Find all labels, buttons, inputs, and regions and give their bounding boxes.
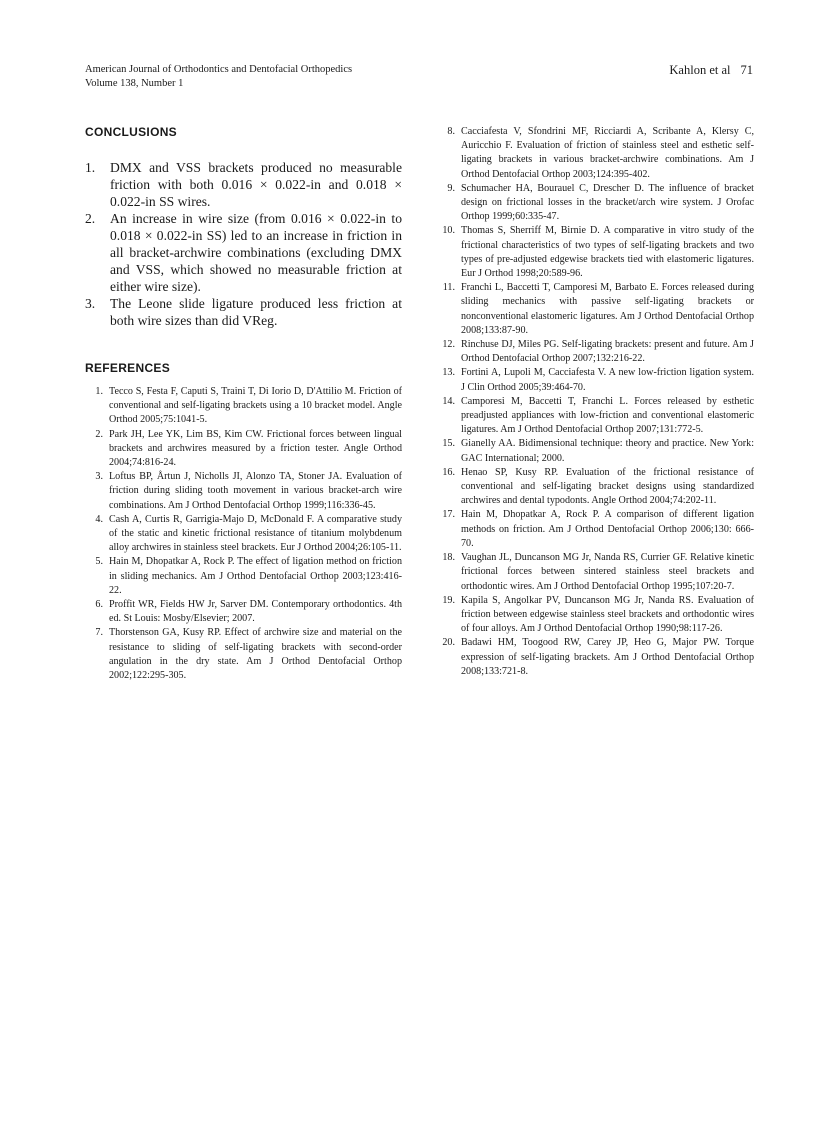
reference-text: Proffit WR, Fields HW Jr, Sarver DM. Contemporary orthodontics. 4th ed. St Louis: Mosby/Elsevier; 2007. bbox=[109, 599, 402, 625]
conclusion-number: 1. bbox=[85, 160, 96, 175]
reference-item bbox=[85, 513, 402, 556]
journal-volume: Volume 138, Number 1 bbox=[85, 78, 184, 89]
reference-number: 16. bbox=[442, 466, 455, 478]
conclusion-text: An increase in wire size (from 0.016 × 0.022-in to 0.018 × 0.022-in SS) led to an increase in friction in all bracket-archwire combinations (excluding DMX and VSS, which showed no measurable friction at either wire size). bbox=[110, 211, 402, 294]
reference-number: 17. bbox=[442, 509, 455, 521]
reference-item bbox=[85, 470, 402, 513]
reference-number: 3. bbox=[95, 471, 103, 483]
references-list-right bbox=[437, 125, 754, 679]
conclusion-item bbox=[85, 159, 402, 210]
reference-number: 19. bbox=[442, 594, 455, 606]
conclusion-number: 2. bbox=[85, 211, 96, 226]
reference-number: 7. bbox=[95, 627, 103, 639]
reference-item bbox=[437, 551, 754, 594]
page-number: 71 bbox=[740, 63, 753, 77]
conclusions-heading: CONCLUSIONS bbox=[85, 125, 177, 139]
reference-item bbox=[437, 281, 754, 338]
conclusion-text: DMX and VSS brackets produced no measurable friction with both 0.016 × 0.022-in and 0.018 × 0.022-in SS wires. bbox=[110, 160, 402, 209]
left-column bbox=[85, 125, 402, 683]
author-running-head: Kahlon et al bbox=[669, 63, 731, 77]
reference-item bbox=[85, 428, 402, 471]
reference-number: 4. bbox=[95, 513, 103, 525]
journal-title: American Journal of Orthodontics and Dentofacial Orthopedics bbox=[85, 64, 353, 75]
reference-item bbox=[437, 125, 754, 182]
reference-text: Fortini A, Lupoli M, Cacciafesta V. A new low-friction ligation system. J Clin Orthod 2005;39:464-70. bbox=[461, 367, 754, 393]
reference-text: Tecco S, Festa F, Caputi S, Traini T, Di Iorio D, D'Attilio M. Friction of conventional and self-ligating brackets using a 10 bracket model. Angle Orthod 2005;75:1041-5. bbox=[109, 386, 402, 426]
reference-text: Thomas S, Sherriff M, Birnie D. A comparative in vitro study of the frictional characteristics of two types of self-ligating brackets and two types of pre-adjusted edgewise brackets tied with elastomeric ligatures. Eur J Orthod 1998;20:589-96. bbox=[461, 225, 754, 280]
reference-text: Cash A, Curtis R, Garrigia-Majo D, McDonald F. A comparative study of the static and kinetic frictional resistance of titanium molybdenum alloy archwires in stainless steel brackets. Eur J Orthod 2004;26:105-11. bbox=[109, 513, 402, 554]
reference-text: Kapila S, Angolkar PV, Duncanson MG Jr, Nanda RS. Evaluation of friction between edgewise stainless steel brackets and orthodontic wires of four alloys. Am J Orthod Dentofacial Orthop 1990;98:117-26. bbox=[461, 594, 754, 635]
reference-text: Loftus BP, Årtun J, Nicholls JI, Alonzo TA, Stoner JA. Evaluation of friction during sliding tooth movement in various bracket-arch wire combinations. Am J Orthod Dentofacial Orthop 1999;116:336-45. bbox=[109, 471, 402, 511]
reference-item bbox=[437, 437, 754, 465]
reference-number: 1. bbox=[95, 386, 103, 397]
reference-text: Hain M, Dhopatkar A, Rock P. The effect of ligation method on friction in sliding mechanics. Am J Orthod Dentofacial Orthop 2003;123:416-22. bbox=[109, 556, 402, 596]
conclusion-item bbox=[85, 295, 402, 329]
reference-number: 12. bbox=[442, 339, 455, 351]
reference-number: 11. bbox=[442, 282, 455, 294]
reference-item bbox=[85, 598, 402, 626]
reference-text: Schumacher HA, Bourauel C, Drescher D. The influence of bracket design on frictional losses in the bracket/arch wire system. J Orofac Orthop 1999;60:335-47. bbox=[461, 182, 754, 223]
conclusion-number: 3. bbox=[85, 296, 96, 311]
reference-item bbox=[437, 466, 754, 509]
reference-item bbox=[437, 594, 754, 637]
reference-text: Thorstenson GA, Kusy RP. Effect of archwire size and material on the resistance to sliding of self-ligating brackets with second-order angulation in the dry state. Am J Orthod Dentofacial Orthop 2002;122:295-305. bbox=[109, 627, 402, 682]
references-list-left bbox=[85, 385, 402, 683]
conclusion-text: The Leone slide ligature produced less friction at both wire sizes than did VReg. bbox=[110, 296, 402, 328]
reference-text: Camporesi M, Baccetti T, Franchi L. Forces released by esthetic preadjusted appliances with low-friction and conventional elastomeric ligatures. Am J Orthod Dentofacial Orthop 2007;131:772-5. bbox=[461, 395, 754, 436]
reference-text: Badawi HM, Toogood RW, Carey JP, Heo G, Major PW. Torque expression of self-ligating brackets. Am J Orthod Dentofacial Orthop 2008;133:721-8. bbox=[461, 637, 754, 677]
reference-text: Vaughan JL, Duncanson MG Jr, Nanda RS, Currier GF. Relative kinetic frictional forces between sintered stainless steel brackets and orthodontic wires. Am J Orthod Dentofacial Orthop 1995;107:20-7. bbox=[461, 552, 754, 592]
reference-number: 13. bbox=[442, 367, 455, 379]
reference-item bbox=[437, 182, 754, 225]
conclusions-list bbox=[85, 159, 402, 329]
reference-number: 9. bbox=[447, 182, 455, 194]
reference-item bbox=[437, 508, 754, 551]
references-heading: REFERENCES bbox=[85, 361, 171, 375]
reference-text: Henao SP, Kusy RP. Evaluation of the frictional resistance of conventional and self-ligating bracket designs using standardized archwires and dental typodonts. Angle Orthod 2004;74:202-11. bbox=[461, 466, 754, 507]
reference-number: 5. bbox=[95, 556, 103, 568]
page-header-right bbox=[669, 63, 753, 78]
reference-item bbox=[85, 385, 402, 428]
running-header bbox=[85, 63, 352, 91]
reference-number: 14. bbox=[442, 395, 455, 407]
reference-item bbox=[437, 366, 754, 394]
reference-item bbox=[85, 555, 402, 598]
reference-number: 2. bbox=[95, 428, 103, 440]
reference-number: 6. bbox=[95, 599, 103, 611]
reference-text: Cacciafesta V, Sfondrini MF, Ricciardi A, Scribante A, Klersy C, Auricchio F. Evaluation of friction of stainless steel and esthetic self-ligating brackets in various bracket-archwire combinations. Am J Orthod Dentofacial Orthop 2003;124:395-402. bbox=[461, 126, 754, 180]
reference-text: Park JH, Lee YK, Lim BS, Kim CW. Frictional forces between lingual brackets and archwires measured by a friction tester. Angle Orthod 2004;74:816-24. bbox=[109, 428, 402, 469]
reference-text: Rinchuse DJ, Miles PG. Self-ligating brackets: present and future. Am J Orthod Dentofacial Orthop 2007;132:216-22. bbox=[461, 339, 754, 365]
right-column bbox=[437, 125, 754, 679]
reference-item bbox=[437, 224, 754, 281]
reference-number: 8. bbox=[447, 126, 455, 137]
reference-number: 20. bbox=[442, 637, 455, 649]
reference-item bbox=[437, 338, 754, 366]
reference-number: 10. bbox=[442, 225, 455, 237]
conclusion-item bbox=[85, 210, 402, 295]
reference-text: Hain M, Dhopatkar A, Rock P. A comparison of different ligation methods on friction. Am J Orthod Dentofacial Orthop 2006;130: 666-70. bbox=[461, 509, 754, 549]
reference-number: 18. bbox=[442, 552, 455, 564]
reference-item bbox=[437, 395, 754, 438]
reference-item bbox=[437, 636, 754, 679]
reference-item bbox=[85, 626, 402, 683]
reference-text: Franchi L, Baccetti T, Camporesi M, Barbato E. Forces released during sliding mechanics with passive self-ligating brackets or nonconventional elastomeric ligatures. Am J Orthod Dentofacial Orthop 2008;133:87-90. bbox=[461, 282, 754, 336]
reference-text: Gianelly AA. Bidimensional technique: theory and practice. New York: GAC International; 2000. bbox=[461, 438, 754, 464]
reference-number: 15. bbox=[442, 438, 455, 450]
